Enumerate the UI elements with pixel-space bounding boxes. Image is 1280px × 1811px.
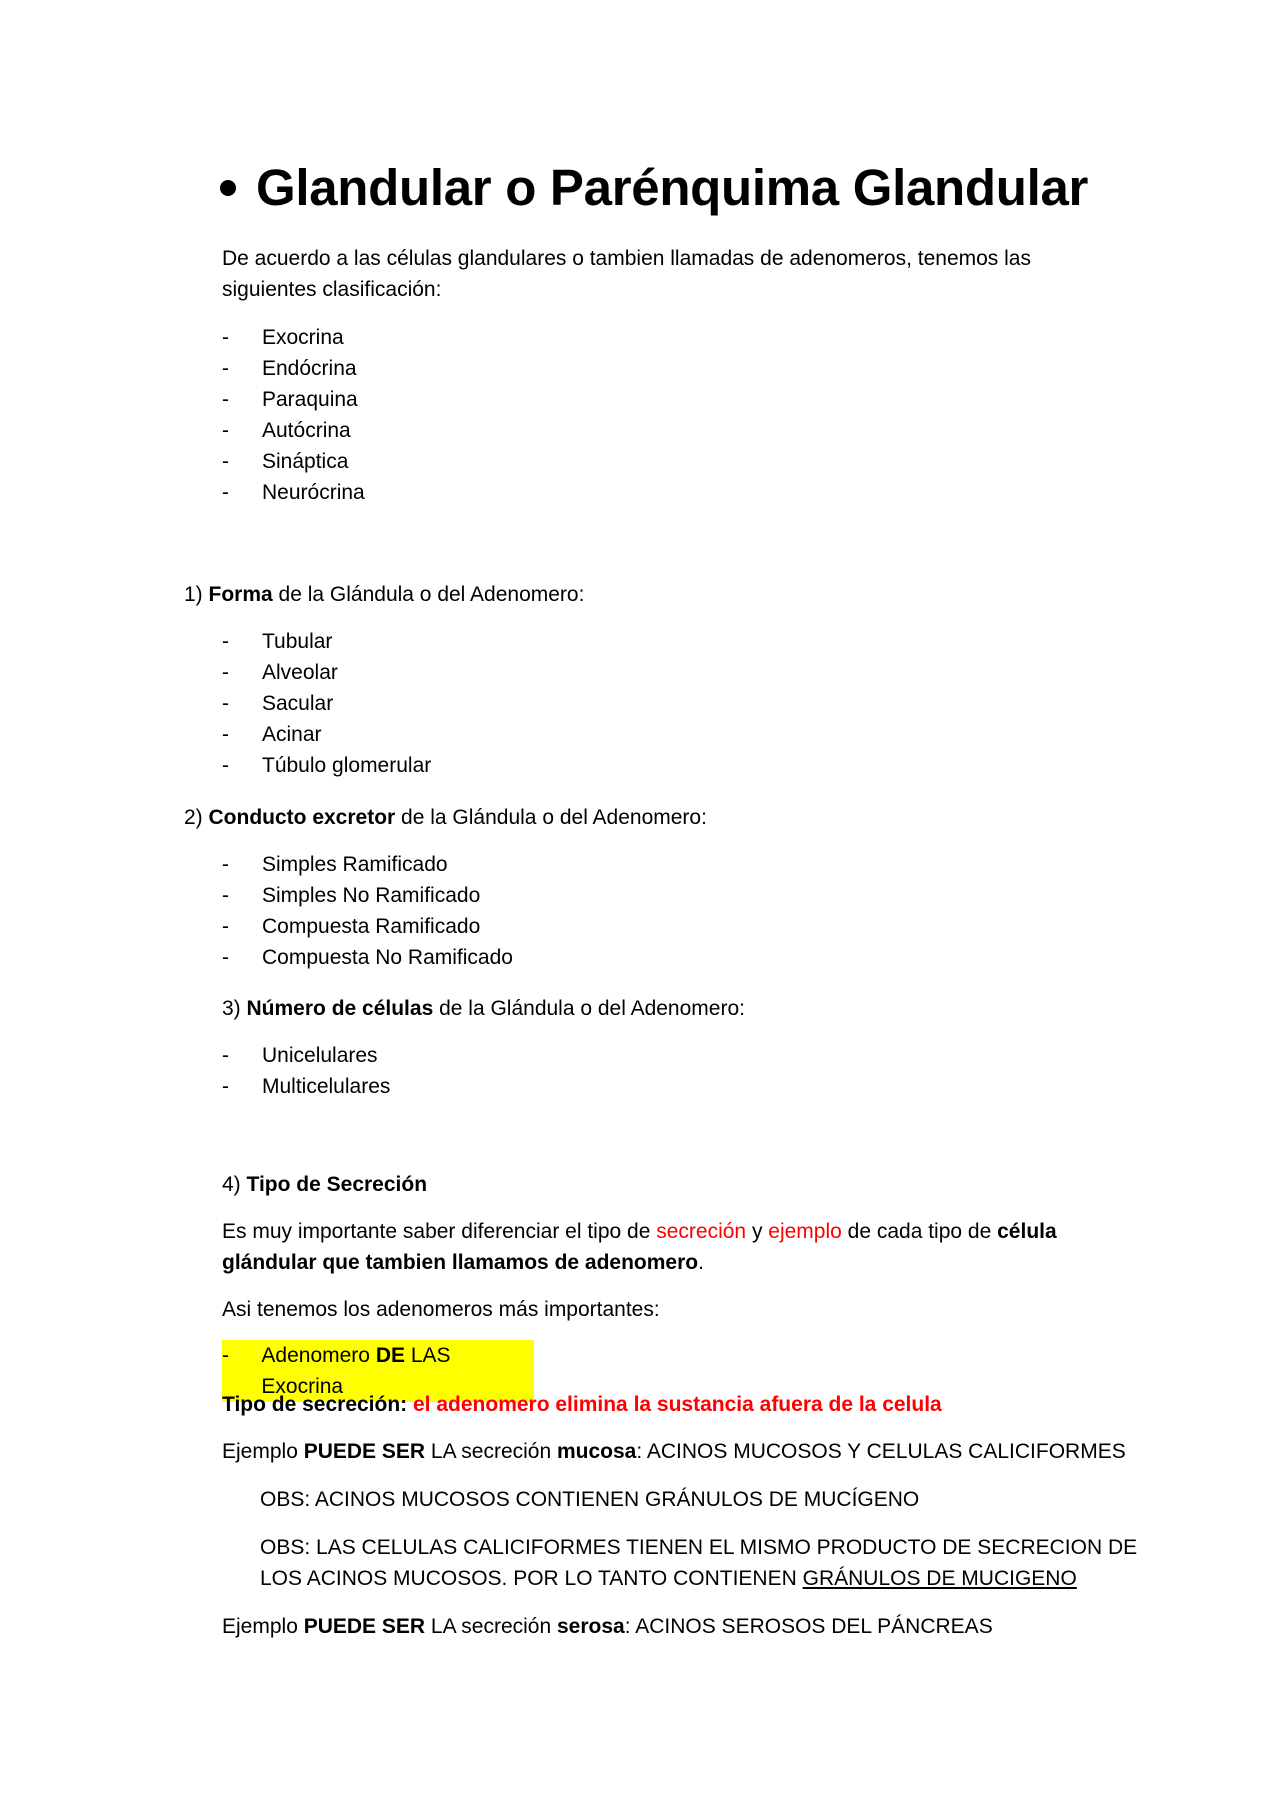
list-item: - Compuesta Ramificado [222,915,481,938]
dash-marker: - [222,326,229,349]
section1-heading: 1) Forma de la Glándula o del Adenomero: [184,583,585,606]
obs-caliciformes-line2: LOS ACINOS MUCOSOS. POR LO TANTO CONTIENEN GRÁNULOS DE MUCIGENO [260,1567,1077,1590]
dash-marker: - [222,357,229,380]
highlighted-list-item: - Adenomero DE LAS Exocrina [222,1340,534,1402]
list-item: - Alveolar [222,661,338,684]
list-item: - Neurócrina [222,477,365,508]
tipo-secrecion-line: Tipo de secreción: el adenomero elimina la sustancia afuera de la celula [222,1393,942,1416]
ejemplo-serosa-line: Ejemplo PUEDE SER LA secreción serosa: ACINOS SEROSOS DEL PÁNCREAS [222,1615,993,1638]
section4-heading: 4) Tipo de Secreción [222,1173,428,1196]
ejemplo-mucosa-line: Ejemplo PUEDE SER LA secreción mucosa: ACINOS MUCOSOS Y CELULAS CALICIFORMES [222,1440,1126,1463]
intro-paragraph-line1: De acuerdo a las células glandulares o tambien llamadas de adenomeros, tenemos las [222,247,1031,270]
heading-title: Glandular o Parénquima Glandular [256,159,1089,216]
obs-acinos-mucosos: OBS: ACINOS MUCOSOS CONTIENEN GRÁNULOS DE MUCÍGENO [260,1488,920,1511]
intro-paragraph-line2: siguientes clasificación: [222,278,442,301]
list-item: - Acinar [222,723,322,746]
paragraph-secretion-line1: Es muy importante saber diferenciar el tipo de secreción y ejemplo de cada tipo de célula [222,1220,1057,1243]
obs-caliciformes-line1: OBS: LAS CELULAS CALICIFORMES TIENEN EL MISMO PRODUCTO DE SECRECION DE [260,1536,1138,1559]
list-item: - Sacular [222,692,334,715]
list-item: - Unicelulares [222,1044,378,1067]
numero-list [222,1040,390,1102]
paragraph-adenomeros: Asi tenemos los adenomeros más importantes: [222,1298,660,1321]
dash-marker: - [222,419,229,442]
section3-heading: 3) Número de células de la Glándula o del Adenomero: [222,997,745,1020]
dash-marker: - [222,450,229,473]
list-item: - Multicelulares [222,1075,391,1098]
paragraph-secretion-line2: glándular que tambien llamamos de adenomero. [222,1251,704,1274]
document-heading [220,158,1088,217]
list-item: - Exocrina [222,322,365,353]
list-item: - Simples No Ramificado [222,884,481,907]
conducto-list [222,849,513,973]
gland-types-list [222,322,365,508]
forma-list [222,626,431,781]
dash-marker: - [222,481,229,504]
section2-heading: 2) Conducto excretor de la Glándula o del Adenomero: [184,806,707,829]
list-item: - Paraquina [222,384,365,415]
bullet-icon [220,180,236,196]
list-item: - Autócrina [222,415,365,446]
list-item: - Sináptica [222,446,365,477]
list-item: - Endócrina [222,353,365,384]
list-item: - Tubular [222,630,333,653]
list-item: - Túbulo glomerular [222,754,432,777]
list-item: - Compuesta No Ramificado [222,946,513,969]
list-item: - Simples Ramificado [222,853,448,876]
dash-marker: - [222,388,229,411]
